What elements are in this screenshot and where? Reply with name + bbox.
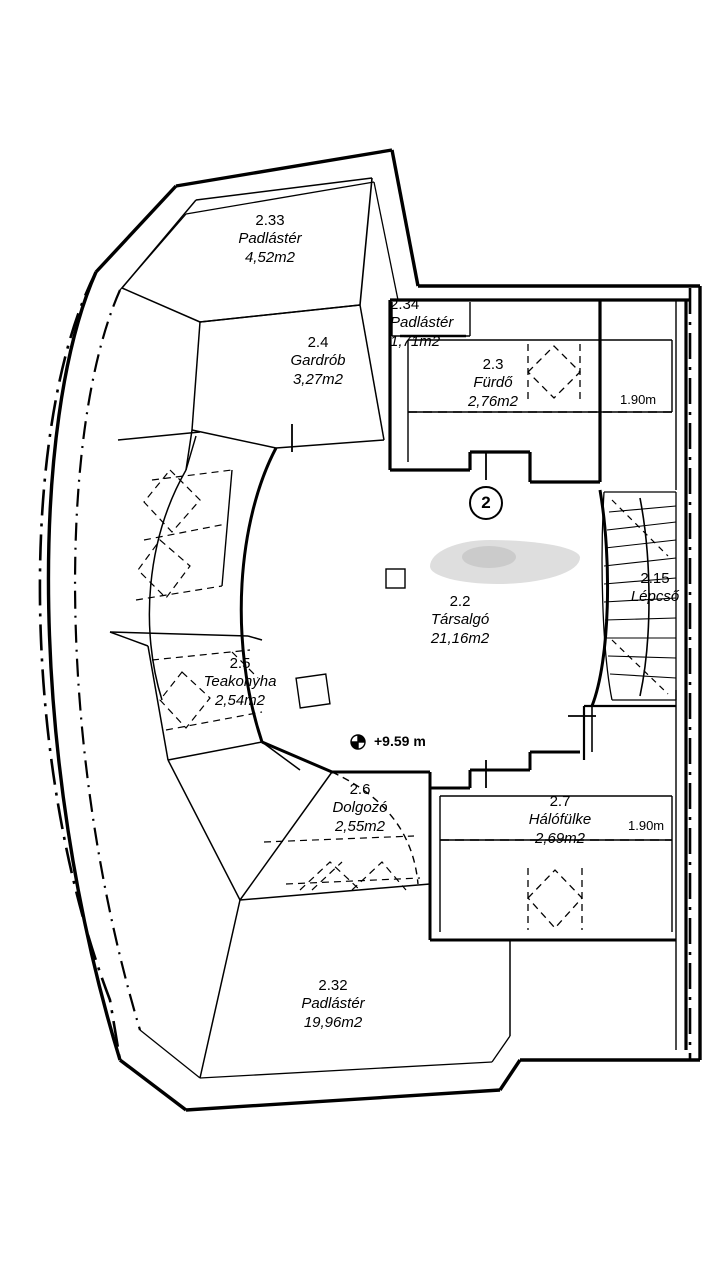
room-number: 2.33 — [255, 212, 285, 229]
room-number: 2.6 — [349, 781, 371, 798]
dimension-label-bedroom: 1.90m — [628, 818, 665, 833]
elevation-label: +9.59 m — [374, 733, 426, 749]
room-name: Teakonyha — [203, 673, 277, 691]
room-area: 21,16m2 — [430, 629, 490, 647]
room-number: 2.7 — [549, 793, 571, 810]
room-name: Fürdő — [473, 374, 513, 392]
room-area: 2,69m2 — [534, 829, 586, 847]
room-area: 19,96m2 — [303, 1013, 363, 1031]
room-name: Padlástér — [301, 995, 365, 1013]
room-area: 2,55m2 — [334, 817, 386, 835]
dimension-label-bath: 1.90m — [620, 392, 657, 407]
level-marker: 2 — [469, 486, 503, 520]
room-name: Hálófülke — [528, 811, 592, 829]
room-area: 4,52m2 — [244, 248, 296, 266]
room-number: 2.32 — [318, 977, 348, 994]
room-area: 2,54m2 — [214, 691, 266, 709]
room-area: 3,27m2 — [292, 370, 344, 388]
room-number: 2.34 — [390, 296, 420, 313]
room-name: Padlástér — [390, 314, 454, 332]
room-name: Lépcső — [630, 588, 680, 606]
room-area: 2,76m2 — [467, 392, 519, 410]
room-area: 1,71m2 — [390, 332, 441, 350]
room-number: 2.15 — [640, 570, 670, 587]
room-name: Társalgó — [430, 611, 490, 629]
room-number: 2.3 — [482, 356, 504, 373]
room-number: 2.5 — [229, 655, 251, 672]
room-name: Dolgozó — [332, 799, 388, 817]
room-name: Padlástér — [238, 230, 302, 248]
smudge-artifact-2 — [462, 546, 516, 568]
room-name: Gardrób — [290, 352, 346, 370]
room-number: 2.4 — [307, 334, 329, 351]
room-number: 2.2 — [449, 593, 471, 610]
